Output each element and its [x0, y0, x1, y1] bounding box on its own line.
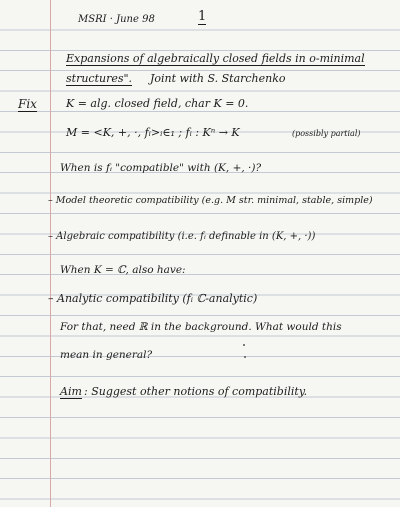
compatibility-question: When is fᵢ "compatible" with (K, +, ·)? — [60, 162, 262, 174]
analytic-item: – Analytic compatibility (fᵢ ℂ-analytic) — [48, 292, 258, 305]
general-meaning-line: mean in general? — [60, 349, 153, 361]
structure-note: (possibly partial) — [292, 129, 361, 138]
page-number: 1 — [198, 9, 207, 24]
algebraic-item: – Algebraic compatibility (i.e. fᵢ definable in (K, +, ·)) — [48, 231, 316, 242]
when-complex-line: When K = ℂ, also have: — [60, 264, 186, 276]
model-theoretic-item: – Model theoretic compatibility (e.g. M str. minimal, stable, simple) — [48, 195, 373, 206]
fix-statement: K = alg. closed field, char K = 0. — [66, 97, 249, 110]
topic-title-line-1: Expansions of algebraically closed fields in o-minimal — [66, 52, 365, 65]
pen-mark — [243, 344, 245, 346]
page-margin-line — [50, 0, 51, 507]
aim-statement: : Suggest other notions of compatibility. — [84, 385, 308, 398]
background-reals-line: For that, need ℝ in the background. What would this — [60, 321, 342, 333]
topic-title-line-2: structures". — [66, 72, 133, 85]
page-header-title: MSRI · June 98 — [78, 14, 155, 25]
structure-definition: M = <K, +, ·, fᵢ>ᵢ∈₁ ; fᵢ : Kⁿ → K — [66, 126, 240, 139]
topic-coauthor: Joint with S. Starchenko — [150, 72, 286, 85]
aim-label: Aim — [60, 385, 82, 398]
fix-label: Fix — [18, 97, 37, 111]
pen-mark — [244, 356, 246, 358]
